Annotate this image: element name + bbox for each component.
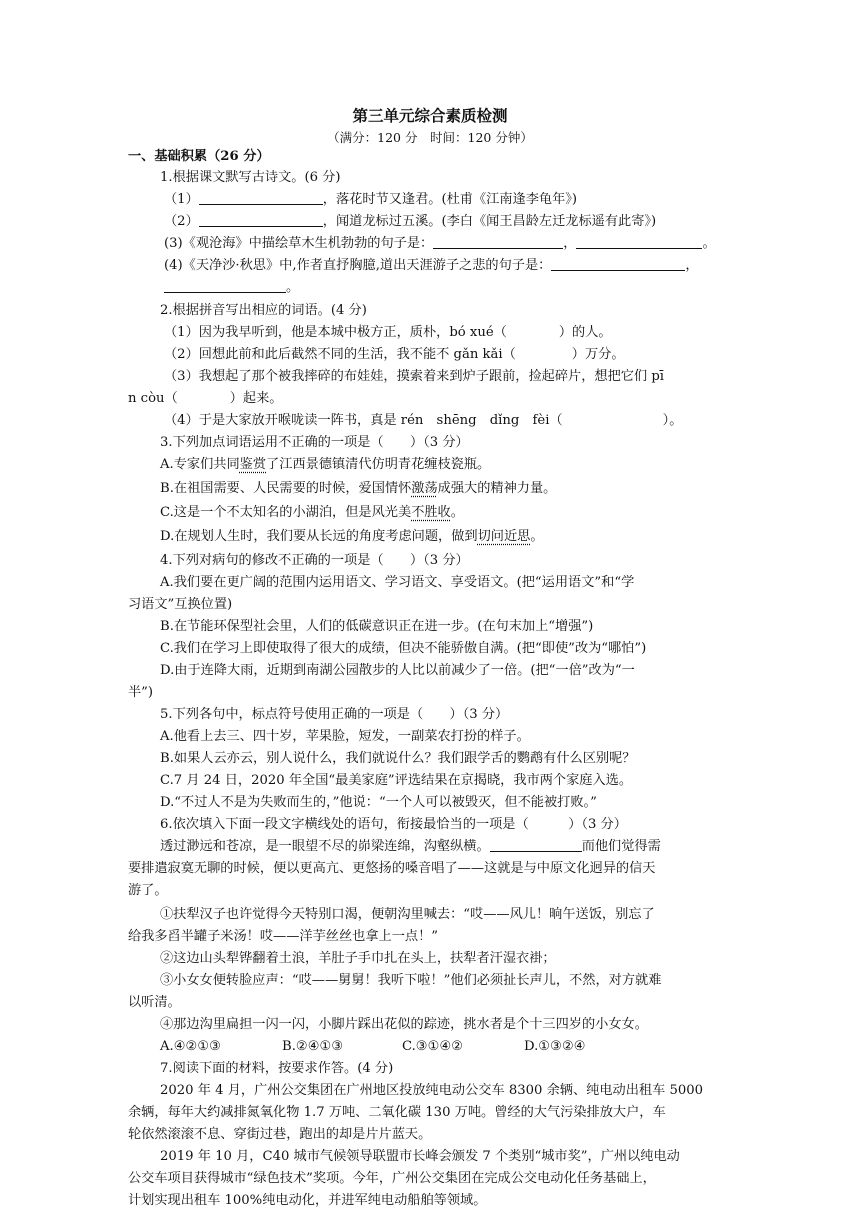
item-text: ）起来。	[229, 391, 283, 406]
item-text: ，落花时节又逢君。(杜甫《江南逢李龟年》)	[322, 192, 578, 207]
question-4-option-d: D.由于连降大雨，近期到南湖公园散步的人比以前减少了一倍。(把“一倍”改为“一	[160, 663, 635, 678]
option-text: B.在祖国需要、人民需要的时候，爱国情怀	[160, 481, 412, 496]
question-6-sentence-3: ③小女女便转脸应声：“哎——舅舅！我听下啦！”他们必须扯长声儿，不然，对方就难	[160, 973, 662, 988]
dotted-term: 激荡	[411, 481, 438, 496]
separator: ，	[685, 258, 699, 273]
question-6-option-c: C.③①④②	[402, 1039, 464, 1054]
question-4-option-d-cont: 半”)	[128, 685, 154, 700]
answer-blank[interactable]	[199, 212, 323, 227]
item-text: ）。	[662, 413, 683, 428]
question-6-option-d: D.①③②④	[524, 1039, 586, 1054]
answer-blank[interactable]	[490, 837, 582, 852]
question-6-sentence-4: ④那边沟里扁担一闪一闪，小脚片踩出花似的踪迹，挑水者是个十三四岁的小女女。	[160, 1017, 648, 1032]
question-2-item-1	[164, 322, 612, 344]
question-7-para-1-line-1: 2020 年 4 月，广州公交集团在广州地区投放纯电动公交车 8300 余辆、纯电动出租车 5000	[160, 1083, 704, 1098]
question-6-stem: 6.依次填入下面一段文字横线处的语句，衔接最恰当的一项是（ ）（3 分）	[160, 817, 627, 832]
question-4-option-a-cont: 习语文”互换位置)	[128, 597, 233, 612]
option-text: D.在规划人生时，我们要从长远的角度考虑问题，做到	[160, 529, 478, 544]
item-number: （2）	[164, 214, 199, 229]
question-1-line-2	[164, 211, 656, 233]
section-heading-1: 一、基础积累（26 分）	[128, 149, 270, 164]
question-2-item-2	[164, 344, 625, 366]
terminator: 。	[702, 236, 716, 251]
answer-blank[interactable]	[433, 234, 563, 249]
dotted-term: 不胜收	[411, 505, 451, 520]
question-6-sentence-3-cont: 以听清。	[128, 995, 181, 1010]
passage-text: 而他们觉得需	[581, 839, 661, 854]
answer-blank[interactable]	[199, 190, 323, 205]
question-6-option-a: A.④②①③	[160, 1039, 222, 1054]
question-4-option-c: C.我们在学习上即使取得了很大的成绩，但决不能骄傲自满。(把“即使”改为“哪怕”)	[160, 641, 647, 656]
item-text: ）万分。	[571, 347, 625, 362]
question-5-option-c: C.7 月 24 日，2020 年全国“最美家庭”评选结果在京揭晓，我市两个家庭入选。	[160, 773, 633, 788]
answer-blank[interactable]	[164, 278, 286, 293]
question-6-sentence-1: ①扶犁汉子也许觉得今天特别口渴，便朝沟里喊去：“哎——风儿！晌午送饭，别忘了	[160, 907, 655, 922]
question-1-stem: 1.根据课文默写古诗文。(6 分)	[160, 170, 341, 185]
question-5-option-b: B.如果人云亦云，别人说什么，我们就说什么？我们跟学舌的鹦鹉有什么区别呢？	[160, 751, 636, 766]
question-2-item-3-cont	[128, 388, 282, 410]
answer-blank[interactable]	[551, 256, 685, 271]
question-7-para-2-line-1: 2019 年 10 月，C40 城市气候领导联盟市长峰会颁发 7 个类别“城市奖”，广州以纯电动	[160, 1149, 680, 1164]
answer-blank[interactable]	[576, 234, 702, 249]
question-2-stem: 2.根据拼音写出相应的词语。(4 分)	[160, 303, 367, 318]
item-number: （1）	[164, 192, 199, 207]
question-3-option-a	[160, 454, 490, 476]
option-text: 。	[450, 505, 464, 520]
item-text: （1）因为我早听到，他是本城中极方正，质朴，bó xué（	[164, 325, 507, 340]
question-7-para-1-line-3: 轮依然滚滚不息、穿街过巷，跑出的却是片片蓝天。	[128, 1127, 432, 1142]
question-6-sentence-1-cont: 给我多舀半罐子米汤！哎——洋芋丝丝也拿上一点！”	[128, 929, 439, 944]
question-6-sentence-2: ②这边山头犁铧翻着土浪，羊肚子手巾扎在头上，扶犁者汗湿衣褂；	[160, 951, 556, 966]
question-3-option-c	[160, 502, 464, 524]
item-text: （2）回想此前和此后截然不同的生活，我不能不 gǎn kǎi（	[164, 347, 516, 362]
question-1-line-1	[164, 189, 577, 211]
option-text: A.专家们共同	[160, 457, 240, 472]
item-text: (4)《天净沙·秋思》中,作者直抒胸臆,道出天涯游子之悲的句子是：	[164, 258, 552, 273]
question-1-line-4	[164, 255, 699, 277]
question-3-option-d	[160, 526, 544, 548]
question-3-option-b	[160, 478, 556, 500]
question-2-item-3: （3）我想起了那个被我摔碎的布娃娃，摸索着来到炉子跟前，捡起碎片，想把它们 pī	[164, 369, 664, 384]
item-text: (3)《观沧海》中描绘草木生机勃勃的句子是：	[164, 236, 434, 251]
question-7-para-2-line-3: 计划实现出租车 100%纯电动化，并进军纯电动船舶等领域。	[128, 1193, 487, 1208]
question-7-para-2-line-2: 公交车项目获得城市“绿色技术”奖项。今年，广州公交集团在完成公交电动化任务基础上，	[128, 1171, 656, 1186]
item-text: ）的人。	[558, 325, 612, 340]
item-text: n còu（	[128, 391, 178, 406]
question-6-passage-line-1	[160, 836, 661, 858]
question-6-passage-line-3: 游了。	[128, 883, 168, 898]
question-4-option-b: B.在节能环保型社会里，人们的低碳意识正在进一步。(在句末加上“增强”)	[160, 619, 594, 634]
page-subtitle: （满分：120 分 时间：120 分钟）	[327, 130, 533, 145]
question-5-option-a: A.他看上去三、四十岁，苹果脸，短发，一副菜农打扮的样子。	[160, 729, 530, 744]
question-7-para-1-line-2: 余辆，每年大约减排氮氧化物 1.7 万吨、二氧化碳 130 万吨。曾经的大气污染排放大户，车	[128, 1105, 666, 1120]
question-4-option-a: A.我们要在更广阔的范围内运用语文、学习语文、享受语文。(把“运用语文”和“学	[160, 575, 635, 590]
question-3-stem: 3.下列加点词语运用不正确的一项是（ ）（3 分）	[160, 435, 469, 450]
separator: ，	[563, 236, 577, 251]
option-text: 。	[530, 529, 544, 544]
option-text: 了江西景德镇清代仿明青花缠枝瓷瓶。	[266, 457, 491, 472]
question-4-stem: 4.下列对病句的修改不正确的一项是（ ）（3 分）	[160, 553, 469, 568]
question-2-item-4	[164, 410, 682, 432]
passage-text: 透过渺远和苍凉，是一眼望不尽的峁梁连绵，沟壑纵横。	[160, 839, 490, 854]
terminator: 。	[286, 280, 300, 295]
option-text: C.这是一个不太知名的小湖泊，但是风光美	[160, 505, 412, 520]
dotted-term: 切问近思	[477, 529, 531, 544]
question-7-stem: 7.阅读下面的材料，按要求作答。(4 分)	[160, 1061, 394, 1076]
question-5-stem: 5.下列各句中，标点符号使用正确的一项是（ ）（3 分）	[160, 707, 509, 722]
question-1-line-4-cont	[164, 277, 299, 299]
question-6-passage-line-2: 要排遣寂寞无聊的时候，便以更高亢、更悠扬的嗓音唱了——这就是与中原文化迥异的信天	[128, 861, 656, 876]
item-text: （4）于是大家放开喉咙读一阵书，真是 rén shēng dǐng fèi（	[164, 413, 563, 428]
dotted-term: 鉴赏	[239, 457, 267, 472]
question-5-option-d: D.“不过人不是为失败而生的，”他说：“一个人可以被毁灭，但不能被打败。”	[160, 795, 597, 810]
question-6-option-b: B.②④①③	[282, 1039, 344, 1054]
item-text: ，闻道龙标过五溪。(李白《闻王昌龄左迁龙标遥有此寄》)	[322, 214, 657, 229]
page-title: 第三单元综合素质检测	[352, 106, 508, 125]
question-1-line-3	[164, 233, 716, 255]
option-text: 成强大的精神力量。	[437, 481, 557, 496]
